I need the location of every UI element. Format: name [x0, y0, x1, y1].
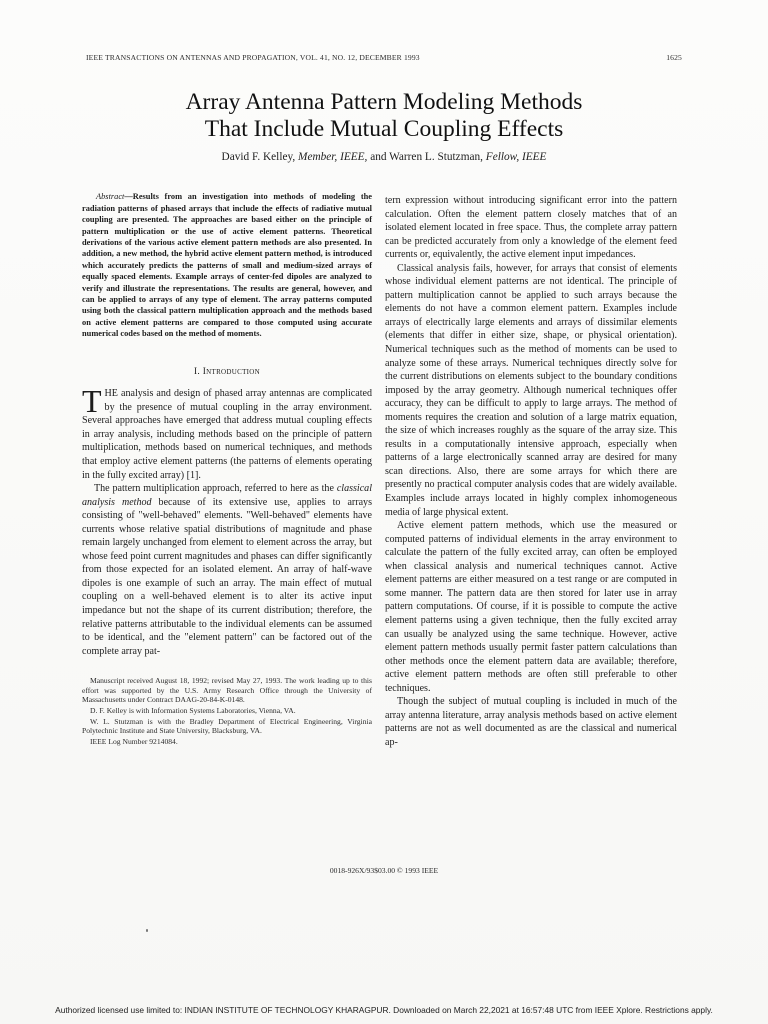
author-conjunction: and: [367, 151, 390, 163]
footnote-manuscript: Manuscript received August 18, 1992; revised May 27, 1993. The work leading up to this effort was supported by the U.S. Army Research Office through the University of Massachusetts under Contract DAAG-20-84-K-0148.: [82, 676, 372, 705]
scan-artifact: [146, 929, 148, 932]
abstract-label: Abstract: [96, 192, 125, 202]
footnote-author-2: W. L. Stutzman is with the Bradley Department of Electrical Engineering, Virginia Polytechnic Institute and State University, Blacksburg, VA.: [82, 716, 372, 736]
intro-paragraph-2-text-a: The pattern multiplication approach, referred to here as the: [94, 483, 337, 495]
title-line-1: Array Antenna Pattern Modeling Methods: [185, 89, 583, 115]
footnotes: [82, 676, 372, 746]
right-paragraph-2: Classical analysis fails, however, for arrays that consist of elements whose individual element patterns are not identical. The principle of pattern multiplication cannot be applied to such arrays because the elements do not have a common element pattern. Examples include arrays of electrically large elements and arrays of dissimilar elements (elements that differ in either size, shape, or physical orientation). Numerical techniques such as the method of moments can be used to analyze some of these arrays. Numerical techniques directly solve for the current distributions on elements subject to the boundary conditions imposed by the array geometry. Although numerical techniques offer accuracy, they can be difficult to apply to large arrays. The method of moments requires the creation and solution of a large matrix equation, the size of which increases roughly as the square of the array size. This results in a computationally intensive approach, especially when patterns of a large electronically scanned array are desired for many scan directions. Also, there are some arrays for which there are presently no practical computer analysis codes that are widely available. Examples include arrays located in highly complex inhomogeneous media of large physical extent.: [385, 262, 677, 518]
author-2-name: Warren L. Stutzman,: [389, 151, 483, 163]
intro-paragraph-2: [82, 482, 372, 658]
copyright-line: 0018-926X/93$03.00 © 1993 IEEE: [329, 866, 439, 875]
section-heading: [82, 366, 372, 380]
section-title: Introduction: [202, 366, 260, 377]
paper-title: [60, 89, 708, 143]
drop-cap: T: [82, 383, 102, 420]
journal-citation: IEEE TRANSACTIONS ON ANTENNAS AND PROPAGATION, VOL. 41, NO. 12, DECEMBER 1993: [86, 53, 420, 62]
intro-paragraph-2-text-b: because of its extensive use, applies to arrays consisting of "well-behaved" elements. "Well-behaved" elements have currents whose relative spatial distributions of magnitude and phase remain largely unchanged from element to element across the array, but whose feed point current magnitudes and phases can differ significantly from those expected for an isolated element. An array of half-wave dipoles is one example of such an array. The main effect of mutual coupling on a well-behaved element is to alter its active input impedance but not the shape of its current distribution; therefore, the relative patterns attributable to the individual elements can be assumed to be identical, and the "element pattern" can be factored out of the complete array pat-: [82, 496, 372, 657]
footnote-author-1: D. F. Kelley is with Information Systems Laboratories, Vienna, VA.: [90, 705, 296, 715]
title-line-2: That Include Mutual Coupling Effects: [204, 116, 564, 142]
right-paragraph-1: tern expression without introducing significant error into the pattern calculation. Often the element pattern closely matches that of an isolated element located in free space. Thus, the complete array pattern can be predicted accurately from only a knowledge of the element feed currents or, equivalently, the active element input impedances.: [385, 195, 677, 261]
intro-paragraph-1-text: HE analysis and design of phased array antennas are complicated by the presence of mutual coupling in the array environment. Several approaches have emerged that address mutual coupling effects in array analysis, including methods based on the principle of pattern multiplication, methods based on numerical techniques, and methods that employ active element patterns (the patterns of elements operating in the fully excited array) [1].: [82, 388, 372, 481]
abstract: [82, 191, 372, 339]
page-number: 1625: [666, 53, 682, 62]
author-1-name: David F. Kelley,: [221, 151, 296, 163]
license-footer: Authorized licensed use limited to: INDIAN INSTITUTE OF TECHNOLOGY KHARAGPUR. Downloaded on March 22,2021 at 16:57:48 UTC from IEEE Xplore. Restrictions apply.: [55, 1005, 713, 1015]
intro-paragraph-1: [82, 383, 372, 482]
right-column: [385, 194, 677, 749]
footnote-log-number: IEEE Log Number 9214084.: [90, 736, 178, 746]
right-paragraph-3: Active element pattern methods, which use the measured or computed patterns of individual elements in the array environment to calculate the pattern of the fully excited array, can often be employed when classical analysis and numerical techniques cannot. Active element patterns are either measured on a test range or are computed in some manner. The pattern data are then stored for later use in array pattern computations. Of course, if it is possible to compute the active element patterns using a given technique, then the fully excited array can usually be analyzed using the same technique. However, active element pattern methods usually permit faster pattern calculations than other methods once the element pattern data are available; therefore, active element pattern methods are often still preferable to other techniques.: [385, 520, 677, 694]
author-line: [60, 151, 708, 163]
right-paragraph-4: Though the subject of mutual coupling is included in much of the array antenna literature, array analysis methods based on active element patterns are not as well documented as are the classical and numerical ap-: [385, 696, 677, 748]
left-column: [82, 183, 372, 747]
abstract-text: —Results from an investigation into methods of modeling the radiation patterns of phased arrays that include the effects of radiative mutual coupling are presented. The approaches are based either on the principle of pattern multiplication or the use of active element patterns. Theoretical derivations of the various active element pattern methods are also presented. In addition, a new method, the hybrid active element pattern method, is introduced which accurately predicts the patterns of small and medium-sized arrays of equally spaced elements. Example arrays of center-fed dipoles are analyzed to verify and illustrate the representations. The results are general, however, and can be applied to arrays of any type of element. The array patterns computed using both the classical pattern multiplication approach and the methods based on active element patterns are compared to those computed using accurate numerical codes based on the method of moments.: [82, 192, 372, 339]
author-1-role: Member, IEEE,: [298, 151, 368, 163]
classical-analysis-term: classical analysis method: [82, 483, 372, 508]
author-2-role: Fellow, IEEE: [485, 151, 547, 163]
section-numeral: I.: [194, 366, 203, 377]
title-block: [60, 89, 708, 163]
